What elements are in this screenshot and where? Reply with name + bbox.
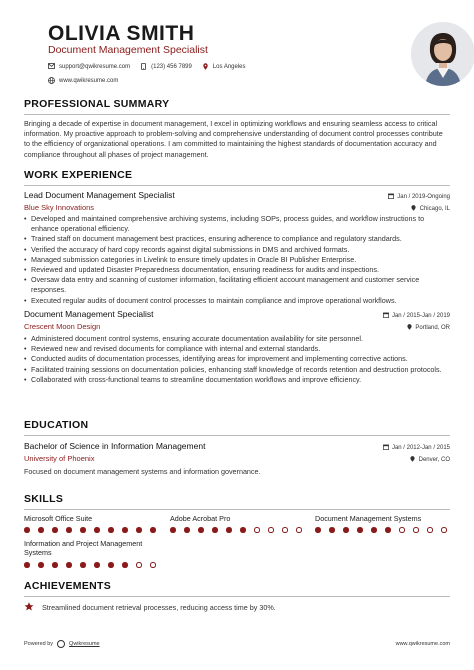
skill-rating bbox=[24, 562, 164, 568]
phone-icon bbox=[140, 63, 147, 70]
rating-dot-filled bbox=[52, 527, 58, 533]
trophy-star-icon bbox=[24, 602, 34, 613]
rating-dot-filled bbox=[385, 527, 391, 533]
list-item: • Collaborated with cross-functional teams to streamline documentation workflows and improve efficiency. bbox=[24, 375, 450, 385]
job-dates bbox=[388, 193, 450, 200]
profile-photo bbox=[411, 22, 474, 86]
rating-dot-filled bbox=[122, 562, 128, 568]
globe-icon bbox=[48, 77, 55, 84]
rating-dot-filled bbox=[94, 527, 100, 533]
contact-website[interactable] bbox=[48, 77, 118, 84]
section-divider bbox=[24, 596, 450, 597]
skill-name: Information and Project Management Systems bbox=[24, 539, 143, 557]
list-item: • Verified the accuracy of hard copy records against digital submissions in DMS and archived formats. bbox=[24, 245, 450, 255]
rating-dot-empty bbox=[254, 527, 260, 533]
section-divider bbox=[24, 114, 450, 115]
location-text: Los Angeles bbox=[212, 63, 246, 70]
rating-dot-filled bbox=[66, 527, 72, 533]
rating-dot-filled bbox=[94, 562, 100, 568]
achievement-text: Streamlined document retrieval processes, reducing access time by 30%. bbox=[42, 603, 276, 612]
rating-dot-filled bbox=[357, 527, 363, 533]
powered-by-label: Powered by bbox=[24, 641, 54, 647]
rating-dot-filled bbox=[80, 527, 86, 533]
rating-dot-filled bbox=[108, 527, 114, 533]
job-location bbox=[411, 205, 450, 212]
resume-header bbox=[24, 0, 450, 95]
mail-icon bbox=[48, 63, 55, 70]
skill-name: Adobe Acrobat Pro bbox=[170, 514, 231, 523]
rating-dot-filled bbox=[184, 527, 190, 533]
section-divider bbox=[24, 435, 450, 436]
rating-dot-filled bbox=[24, 562, 30, 568]
rating-dot-filled bbox=[329, 527, 335, 533]
page-footer bbox=[24, 640, 450, 648]
job-dates-text: Jan / 2015-Jan / 2019 bbox=[391, 312, 450, 319]
list-item: • Executed regular audits of document control processes to maintain compliance and improve operational workflows. bbox=[24, 296, 450, 306]
contact-location bbox=[202, 63, 246, 70]
footer-site-link[interactable]: www.qwikresume.com bbox=[395, 641, 450, 647]
experience-heading: WORK EXPERIENCE bbox=[24, 169, 133, 181]
rating-dot-empty bbox=[150, 562, 156, 568]
calendar-icon bbox=[383, 312, 389, 319]
rating-dot-filled bbox=[80, 562, 86, 568]
list-item: • Administered document control systems, ensuring accurate documentation availability for site personnel. bbox=[24, 334, 450, 344]
brand-link[interactable]: Qwikresume bbox=[69, 641, 100, 647]
rating-dot-empty bbox=[282, 527, 288, 533]
job-company: Blue Sky Innovations bbox=[24, 203, 95, 212]
rating-dot-filled bbox=[66, 562, 72, 568]
rating-dot-empty bbox=[427, 527, 433, 533]
list-item: • Conducted audits of documentation processes, identifying areas for improvement and implementing corrective actions. bbox=[24, 354, 450, 364]
rating-dot-filled bbox=[108, 562, 114, 568]
email-text: support@qwikresume.com bbox=[59, 63, 131, 70]
list-item: • Developed and maintained comprehensive archiving systems, including SOPs, process guides, and workflow instructions to enhance operational efficiency. bbox=[24, 214, 450, 234]
skill-name: Microsoft Office Suite bbox=[24, 514, 93, 523]
rating-dot-filled bbox=[38, 562, 44, 568]
rating-dot-empty bbox=[399, 527, 405, 533]
skill-rating bbox=[170, 527, 310, 533]
candidate-title: Document Management Specialist bbox=[48, 44, 208, 56]
job-location-text: Portland, OR bbox=[415, 324, 450, 331]
contact-phone[interactable] bbox=[140, 63, 192, 70]
education-dates-text: Jan / 2012-Jan / 2015 bbox=[391, 444, 450, 451]
job-dates-text: Jan / 2019-Ongoing bbox=[397, 193, 450, 200]
education-focus: Focused on document management systems and information governance. bbox=[24, 467, 261, 476]
education-heading: EDUCATION bbox=[24, 419, 89, 431]
section-divider bbox=[24, 185, 450, 186]
section-divider bbox=[24, 509, 450, 510]
list-item: • Oversaw data entry and scanning of customer information, facilitating efficient account management and customer service responses. bbox=[24, 275, 450, 295]
qwikresume-logo-icon bbox=[57, 640, 65, 648]
skill-rating bbox=[24, 527, 164, 533]
rating-dot-filled bbox=[170, 527, 176, 533]
job-location bbox=[406, 324, 450, 331]
rating-dot-empty bbox=[268, 527, 274, 533]
map-pin-icon bbox=[202, 63, 209, 70]
rating-dot-filled bbox=[136, 527, 142, 533]
rating-dot-empty bbox=[441, 527, 447, 533]
map-pin-icon bbox=[411, 205, 417, 212]
rating-dot-filled bbox=[24, 527, 30, 533]
rating-dot-filled bbox=[212, 527, 218, 533]
rating-dot-filled bbox=[150, 527, 156, 533]
achievements-heading: ACHIEVEMENTS bbox=[24, 580, 112, 592]
job-role: Lead Document Management Specialist bbox=[24, 190, 175, 200]
job-company: Crescent Moon Design bbox=[24, 322, 101, 331]
rating-dot-empty bbox=[136, 562, 142, 568]
achievement-item bbox=[24, 602, 276, 613]
rating-dot-filled bbox=[38, 527, 44, 533]
contact-row bbox=[48, 63, 256, 70]
skill-name: Document Management Systems bbox=[315, 514, 422, 523]
job-role: Document Management Specialist bbox=[24, 309, 154, 319]
phone-text: (123) 456 7899 bbox=[151, 63, 192, 70]
list-item: • Reviewed and updated Disaster Preparedness documentation, ensuring readiness for audits and inspections. bbox=[24, 265, 450, 275]
rating-dot-filled bbox=[371, 527, 377, 533]
map-pin-icon bbox=[410, 456, 416, 463]
job-bullets bbox=[24, 214, 450, 306]
rating-dot-filled bbox=[52, 562, 58, 568]
school-name: University of Phoenix bbox=[24, 454, 95, 463]
rating-dot-filled bbox=[240, 527, 246, 533]
degree-name: Bachelor of Science in Information Management bbox=[24, 441, 206, 451]
list-item: • Trained staff on document management best practices, ensuring adherence to compliance and regulatory standards. bbox=[24, 234, 450, 244]
calendar-icon bbox=[388, 193, 394, 200]
summary-text: Bringing a decade of expertise in document management, I excel in optimizing workflows and ensuring seamless access to critical information. My proactive approach to problem-solving and comprehensive understanding of document control processes contribute to the efficiency of organizational operations. I am committed to maintaining the highest standards of documentation accuracy and compliance throughout all phases of project management. bbox=[24, 119, 443, 159]
skill-rating bbox=[315, 527, 455, 533]
rating-dot-filled bbox=[122, 527, 128, 533]
list-item: • Facilitated training sessions on documentation policies, enhancing staff knowledge of records retention and destruction protocols. bbox=[24, 365, 450, 375]
job-location-text: Chicago, IL bbox=[419, 205, 450, 212]
powered-by bbox=[24, 640, 100, 648]
candidate-name: OLIVIA SMITH bbox=[48, 22, 195, 45]
summary-heading: PROFESSIONAL SUMMARY bbox=[24, 98, 170, 110]
rating-dot-filled bbox=[315, 527, 321, 533]
rating-dot-filled bbox=[198, 527, 204, 533]
education-location-text: Denver, CO bbox=[418, 456, 450, 463]
skills-heading: SKILLS bbox=[24, 493, 64, 505]
education-dates bbox=[383, 444, 450, 451]
contact-email[interactable] bbox=[48, 63, 130, 70]
map-pin-icon bbox=[406, 324, 412, 331]
list-item: • Managed submission categories in Livelink to ensure timely updates in Oracle BI Publisher Enterprise. bbox=[24, 255, 450, 265]
rating-dot-filled bbox=[343, 527, 349, 533]
rating-dot-empty bbox=[413, 527, 419, 533]
education-location bbox=[410, 456, 450, 463]
calendar-icon bbox=[383, 444, 389, 451]
website-text: www.qwikresume.com bbox=[59, 77, 119, 84]
list-item: • Reviewed new and revised documents for compliance with internal and external standards. bbox=[24, 344, 450, 354]
job-dates bbox=[383, 312, 450, 319]
job-bullets bbox=[24, 334, 450, 385]
rating-dot-empty bbox=[296, 527, 302, 533]
rating-dot-filled bbox=[226, 527, 232, 533]
